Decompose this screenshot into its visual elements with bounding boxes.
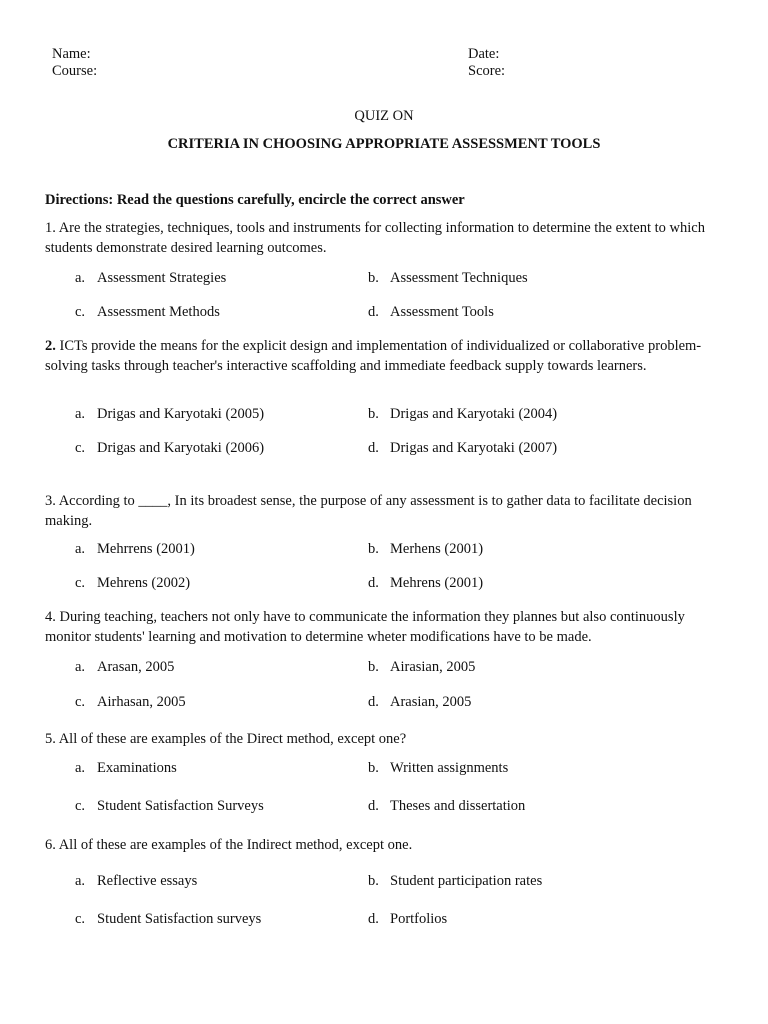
option-text: Merhens (2001)	[390, 541, 484, 557]
question-text: According to ____, In its broadest sense, the purpose of any assessment is to gather data to facilitate decision making.	[45, 493, 692, 529]
option-5c[interactable]	[75, 797, 264, 817]
option-letter: c.	[75, 575, 86, 591]
option-4a[interactable]	[75, 658, 174, 678]
option-letter: a.	[75, 541, 86, 557]
quiz-subtitle: CRITERIA IN CHOOSING APPROPRIATE ASSESSMENT TOOLS	[167, 136, 601, 152]
option-4b[interactable]	[368, 658, 475, 678]
option-text: Theses and dissertation	[390, 798, 526, 814]
option-6b[interactable]	[368, 872, 542, 892]
option-text: Airhasan, 2005	[97, 694, 186, 710]
option-2a[interactable]	[75, 405, 264, 425]
question-4	[45, 608, 725, 647]
option-text: Assessment Methods	[97, 304, 220, 320]
option-text: Mehrrens (2001)	[97, 541, 195, 557]
option-6d[interactable]	[368, 910, 447, 930]
question-number: 6.	[45, 837, 56, 853]
option-letter: a.	[75, 270, 86, 286]
option-2c[interactable]	[75, 439, 264, 459]
option-4c[interactable]	[75, 693, 186, 713]
option-letter: b.	[368, 659, 379, 675]
question-number: 3.	[45, 493, 56, 509]
question-text: Are the strategies, techniques, tools and instruments for collecting information to determine the extent to which students demonstrate desired learning outcomes.	[45, 220, 705, 256]
option-text: Reflective essays	[97, 873, 198, 889]
header-right	[468, 46, 505, 80]
option-3a[interactable]	[75, 540, 195, 560]
option-1a[interactable]	[75, 269, 226, 289]
quiz-title: QUIZ ON	[354, 108, 414, 124]
option-letter: c.	[75, 694, 86, 710]
directions: Directions: Read the questions carefully, encircle the correct answer	[45, 192, 465, 208]
option-text: Student Satisfaction Surveys	[97, 798, 264, 814]
option-text: Student Satisfaction surveys	[97, 911, 262, 927]
question-3	[45, 492, 725, 531]
option-letter: d.	[368, 304, 379, 320]
option-letter: c.	[75, 798, 86, 814]
option-text: Airasian, 2005	[390, 659, 476, 675]
option-letter: b.	[368, 270, 379, 286]
option-text: Student participation rates	[390, 873, 543, 889]
option-2d[interactable]	[368, 439, 557, 459]
option-1d[interactable]	[368, 303, 494, 323]
question-text: During teaching, teachers not only have to communicate the information they plannes but also continuously monitor students' learning and motivation to determine wheter modifications have to be made.	[45, 609, 685, 645]
option-text: Mehrens (2001)	[390, 575, 484, 591]
question-5	[45, 730, 725, 750]
option-letter: b.	[368, 873, 379, 889]
option-text: Assessment Tools	[390, 304, 494, 320]
option-letter: c.	[75, 440, 86, 456]
option-letter: b.	[368, 406, 379, 422]
question-text: ICTs provide the means for the explicit design and implementation of individualized or collaborative problem-solving tasks through teacher's interactive scaffolding and immediate feedback supply towards learners.	[45, 338, 702, 374]
option-3b[interactable]	[368, 540, 483, 560]
option-3c[interactable]	[75, 574, 190, 594]
option-letter: b.	[368, 541, 379, 557]
option-2b[interactable]	[368, 405, 557, 425]
option-text: Portfolios	[390, 911, 448, 927]
question-2	[45, 337, 725, 376]
option-letter: d.	[368, 694, 379, 710]
question-text: All of these are examples of the Direct method, except one?	[58, 731, 407, 747]
question-6	[45, 836, 725, 856]
option-letter: c.	[75, 911, 86, 927]
option-text: Written assignments	[390, 760, 509, 776]
option-text: Assessment Strategies	[97, 270, 227, 286]
option-letter: d.	[368, 575, 379, 591]
option-letter: a.	[75, 873, 86, 889]
option-6c[interactable]	[75, 910, 261, 930]
option-text: Arasian, 2005	[390, 694, 472, 710]
option-letter: a.	[75, 406, 86, 422]
option-letter: a.	[75, 659, 86, 675]
question-text: All of these are examples of the Indirect method, except one.	[58, 837, 413, 853]
score-label: Score:	[468, 63, 506, 79]
option-text: Drigas and Karyotaki (2004)	[390, 406, 558, 422]
option-5b[interactable]	[368, 759, 508, 779]
date-label: Date:	[468, 46, 500, 62]
option-6a[interactable]	[75, 872, 197, 892]
option-1b[interactable]	[368, 269, 528, 289]
name-label: Name:	[52, 46, 91, 62]
option-text: Drigas and Karyotaki (2006)	[97, 440, 265, 456]
option-5a[interactable]	[75, 759, 177, 779]
option-3d[interactable]	[368, 574, 483, 594]
question-number: 5.	[45, 731, 56, 747]
option-letter: d.	[368, 911, 379, 927]
option-letter: b.	[368, 760, 379, 776]
option-letter: d.	[368, 440, 379, 456]
option-4d[interactable]	[368, 693, 471, 713]
option-5d[interactable]	[368, 797, 525, 817]
option-text: Mehrens (2002)	[97, 575, 191, 591]
header-left	[52, 46, 97, 80]
option-text: Assessment Techniques	[390, 270, 528, 286]
option-letter: a.	[75, 760, 86, 776]
option-letter: c.	[75, 304, 86, 320]
option-1c[interactable]	[75, 303, 220, 323]
question-number: 4.	[45, 609, 56, 625]
option-text: Arasan, 2005	[97, 659, 175, 675]
question-number: 2.	[45, 338, 56, 354]
option-text: Drigas and Karyotaki (2007)	[390, 440, 558, 456]
question-number: 1.	[45, 220, 56, 236]
course-label: Course:	[52, 63, 98, 79]
option-text: Drigas and Karyotaki (2005)	[97, 406, 265, 422]
question-1	[45, 219, 725, 258]
option-letter: d.	[368, 798, 379, 814]
option-text: Examinations	[97, 760, 177, 776]
